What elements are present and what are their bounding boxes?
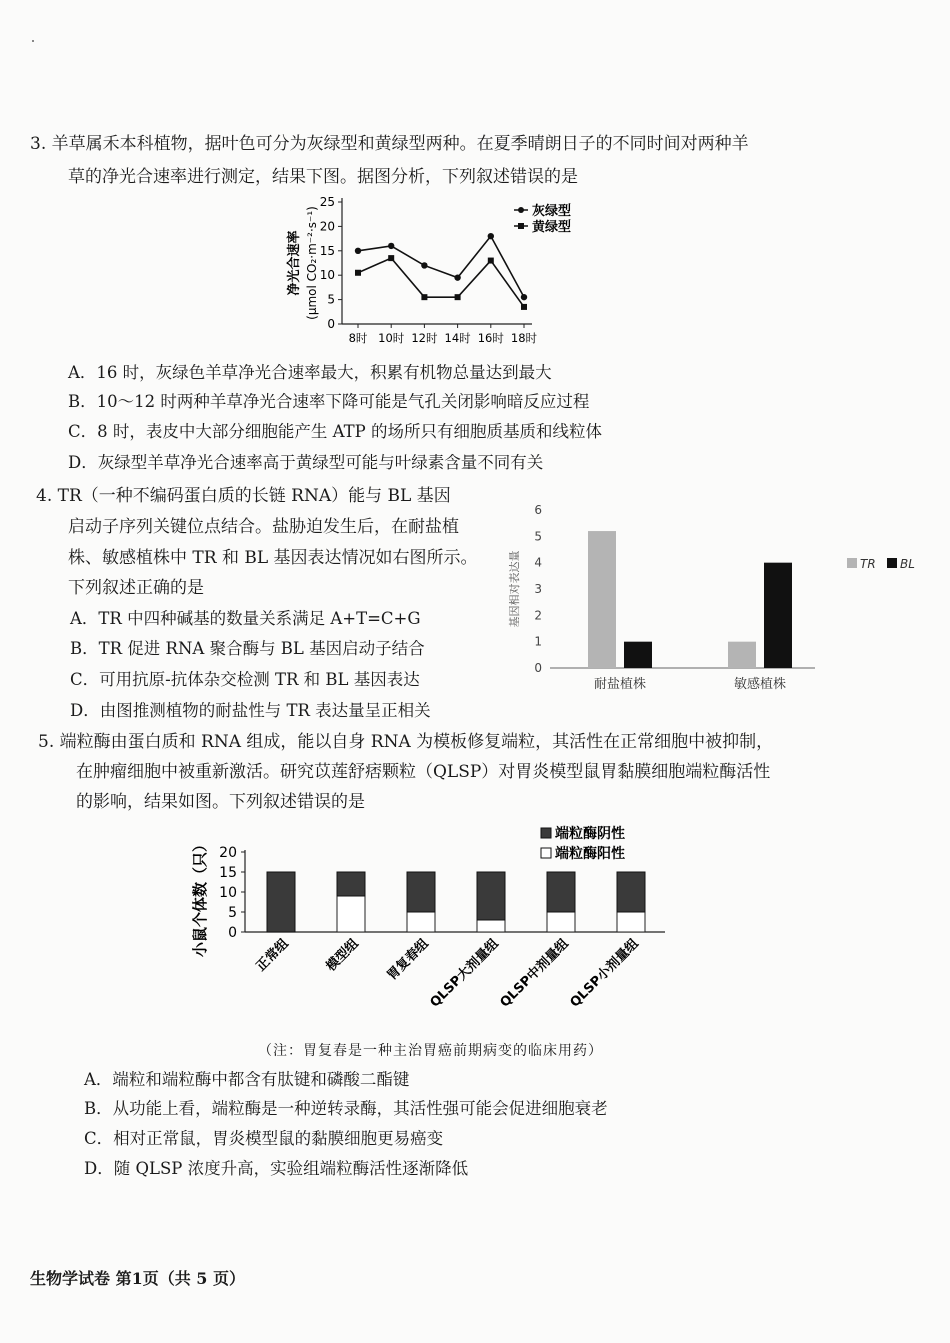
data-point	[455, 294, 461, 300]
data-point	[488, 258, 494, 264]
q4-stem-line1	[36, 485, 451, 507]
y-axis-unit: (μmol CO₂·m⁻²·s⁻¹)	[305, 206, 319, 320]
bar-segment-positive	[547, 912, 575, 932]
data-point	[488, 233, 494, 239]
page-footer: 生物学试卷 第1页（共 5 页）	[30, 1269, 245, 1288]
y-tick-label: 6	[534, 503, 542, 517]
q5-option-c: C．相对正常鼠，胃炎模型鼠的黏膜细胞更易癌变	[84, 1129, 444, 1148]
data-point	[355, 248, 361, 254]
y-tick-label: 25	[319, 195, 335, 209]
q3-option-d: D．灰绿型羊草净光合速率高于黄绿型可能与叶绿素含量不同有关	[68, 453, 544, 472]
q5-text-line1: 端粒酶由蛋白质和 RNA 组成，能以自身 RNA 为模板修复端粒，其活性在正常细胞中被抑制，	[59, 732, 774, 752]
y-tick-label: 4	[534, 555, 542, 570]
series-line-1	[358, 236, 524, 297]
q3-line-chart	[280, 194, 620, 354]
bar-BL	[624, 642, 652, 668]
x-tick-label: 正常组	[253, 936, 292, 975]
x-tick-label: 18时	[510, 331, 538, 345]
legend-swatch	[847, 558, 857, 568]
x-tick-label: 12时	[411, 331, 438, 345]
q3-text-line1: 羊草属禾本科植物，据叶色可分为灰绿型和黄绿型两种。在夏季晴朗日子的不同时间对两种羊	[51, 134, 749, 154]
y-tick-label: 0	[228, 925, 237, 941]
q3-number: 3.	[30, 134, 47, 154]
data-point	[454, 274, 460, 280]
x-tick-label: 胃复春组	[384, 936, 432, 984]
bar-segment-positive	[617, 912, 645, 932]
legend-label: BL	[900, 557, 915, 571]
legend-marker	[518, 207, 524, 213]
series-line-2	[358, 258, 524, 307]
q4-option-a: A．TR 中四种碱基的数量关系满足 A+T=C+G	[70, 609, 421, 628]
q5-stacked-bar-chart	[185, 820, 685, 1035]
bar-segment-negative	[267, 872, 295, 932]
q4-option-d: D．由图推测植物的耐盐性与 TR 表达量呈正相关	[70, 701, 431, 720]
bar-segment-positive	[477, 920, 505, 932]
legend-swatch	[541, 828, 551, 838]
bar-BL	[764, 563, 792, 668]
q3-option-b: B．10～12 时两种羊草净光合速率下降可能是气孔关闭影响暗反应过程	[68, 392, 590, 411]
data-point	[521, 304, 527, 310]
y-tick-label: 0	[534, 661, 542, 675]
legend-label: TR	[860, 557, 876, 571]
bar-segment-negative	[407, 872, 435, 912]
data-point	[521, 294, 527, 300]
q4-number: 4.	[36, 486, 53, 506]
y-tick-label: 0	[327, 317, 335, 331]
q5-stem-line1	[38, 731, 773, 753]
y-tick-label: 20	[219, 845, 237, 861]
x-tick-label: 耐盐植株	[593, 677, 647, 692]
bar-segment-negative	[617, 872, 645, 912]
bar-TR	[588, 531, 616, 668]
legend-label: 端粒酶阳性	[555, 846, 625, 862]
q5-number: 5.	[38, 732, 55, 752]
q5-option-b: B．从功能上看，端粒酶是一种逆转录酶，其活性强可能会促进细胞衰老	[84, 1099, 608, 1118]
legend-swatch	[541, 848, 551, 858]
x-tick-label: QLSP中剂量组	[497, 936, 572, 1011]
q3-stem-line1	[30, 133, 749, 155]
y-tick-label: 10	[219, 885, 237, 901]
y-tick-label: 15	[219, 865, 237, 881]
y-tick-label: 20	[319, 219, 335, 234]
legend-label: 黄绿型	[532, 220, 572, 235]
q5-option-a: A．端粒和端粒酶中都含有肽键和磷酸二酯键	[84, 1070, 410, 1089]
data-point	[355, 270, 361, 276]
y-tick-label: 1	[534, 634, 542, 649]
bar-TR	[728, 642, 756, 668]
legend-label: 端粒酶阴性	[555, 826, 625, 842]
x-tick-label: 8时	[348, 331, 368, 345]
x-tick-label: 模型组	[323, 936, 362, 975]
q3-stem-line2: 草的净光合速率进行测定，结果下图。据图分析，下列叙述错误的是	[68, 167, 578, 187]
y-tick-label: 3	[534, 582, 542, 596]
data-point	[388, 243, 394, 249]
x-tick-label: 10时	[378, 331, 405, 345]
x-tick-label: 16时	[477, 331, 504, 345]
x-tick-label: QLSP大剂量组	[427, 936, 502, 1011]
bar-segment-negative	[337, 872, 365, 896]
data-point	[421, 262, 427, 268]
y-tick-label: 15	[319, 243, 335, 258]
q5-stem-line3: 的影响，结果如图。下列叙述错误的是	[76, 792, 365, 812]
data-point	[388, 255, 394, 261]
q4-option-b: B．TR 促进 RNA 聚合酶与 BL 基因启动子结合	[70, 639, 425, 658]
x-tick-label: QLSP小剂量组	[567, 936, 642, 1011]
x-tick-label: 敏感植株	[733, 677, 787, 692]
q4-stem-line4: 下列叙述正确的是	[68, 578, 204, 598]
bar-segment-positive	[337, 896, 365, 932]
q3-option-a: A．16 时，灰绿色羊草净光合速率最大，积累有机物总量达到最大	[68, 363, 552, 382]
x-tick-label: 14时	[444, 331, 471, 345]
y-axis-label: 小鼠个体数（只）	[191, 836, 209, 958]
bar-segment-negative	[477, 872, 505, 920]
q3-option-c: C．8 时，表皮中大部分细胞能产生 ATP 的场所只有细胞质基质和线粒体	[68, 422, 602, 441]
y-axis-label: 基因相对表达量	[508, 550, 521, 628]
legend-marker	[518, 223, 524, 229]
q4-bar-chart	[500, 500, 920, 700]
q5-note: （注：胃复春是一种主治胃癌前期病变的临床用药）	[258, 1043, 603, 1059]
q4-stem-line3: 株、敏感植株中 TR 和 BL 基因表达情况如右图所示。	[68, 548, 478, 568]
y-tick-label: 5	[228, 905, 237, 921]
y-axis-label: 净光合速率	[287, 230, 302, 296]
y-tick-label: 5	[327, 292, 335, 307]
scan-speck	[32, 40, 34, 42]
q4-option-c: C．可用抗原-抗体杂交检测 TR 和 BL 基因表达	[70, 670, 420, 689]
y-tick-label: 5	[534, 529, 542, 544]
q5-option-d: D．随 QLSP 浓度升高，实验组端粒酶活性逐渐降低	[84, 1159, 469, 1178]
legend-swatch	[887, 558, 897, 568]
y-tick-label: 10	[319, 268, 335, 283]
q5-stem-line2: 在肿瘤细胞中被重新激活。研究苡莲舒痞颗粒（QLSP）对胃炎模型鼠胃黏膜细胞端粒酶活性	[76, 762, 771, 782]
y-tick-label: 2	[534, 608, 542, 623]
data-point	[421, 294, 427, 300]
bar-segment-positive	[407, 912, 435, 932]
legend-label: 灰绿型	[532, 204, 572, 219]
q4-stem-line2: 启动子序列关键位点结合。盐胁迫发生后，在耐盐植	[68, 517, 459, 537]
q4-text-line1: TR（一种不编码蛋白质的长链 RNA）能与 BL 基因	[57, 486, 451, 506]
bar-segment-negative	[547, 872, 575, 912]
